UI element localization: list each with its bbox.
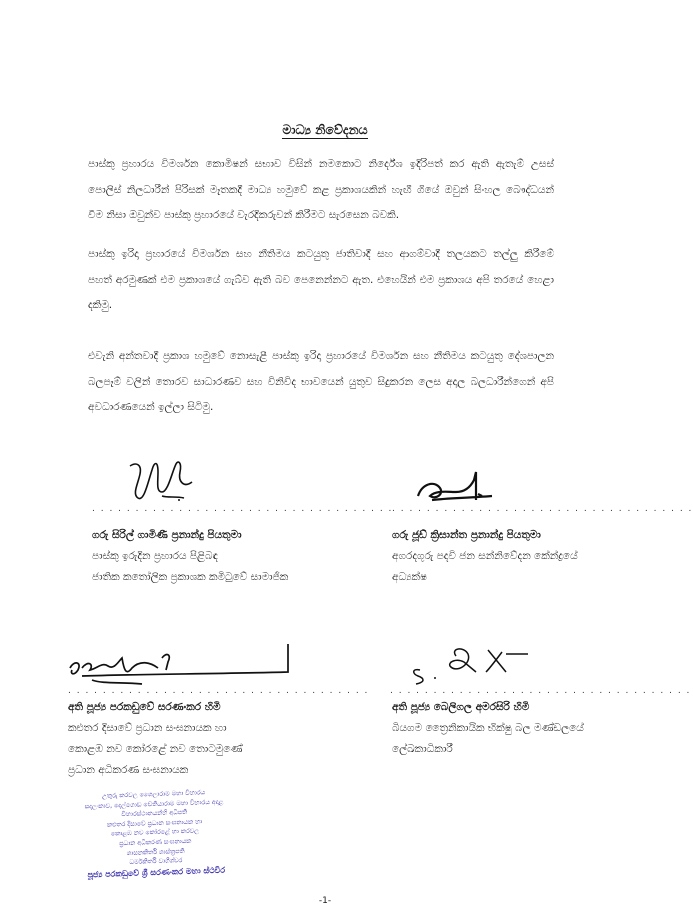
stamp-line: උතුරු කරවල ශෛලාරාම මහා විහාරය (102, 789, 206, 800)
paragraph-3: එවැනි අන්තවාදී ප්‍රකාශ හමුවේ නොසැළී පාස්කු ඉරිදා ප්‍රහාරයේ විමර්ශන සහ නීතිමය කටයුතු දේශපාලන බලපෑම් වලින් තොරව සාධාරණව සහ විනිවිද භාවයෙන් යුතුව සිදුකරන ලෙස අදාල බලධාරීන්ගෙන් අපි අවධාරණයෙන් ඉල්ලා සිටිමු. (88, 350, 554, 413)
stamp-line: කොළඹ නව කෝරළේ හා කරවල (110, 827, 200, 838)
stamp-line: ධර්මකීර්ති වාගීශ්වර (129, 857, 183, 867)
page-number: -1- (318, 896, 332, 906)
signatory-role: බියගම ත්‍රෛනිකායික භික්ෂු බල මණ්ඩලයේ (392, 722, 584, 734)
signatory-role: කොළඹ නව කෝරළේ නව තොටමුණේ (68, 743, 243, 755)
signatory-role: ජාතික කතෝලික ප්‍රකාශක කමිටුවේ සාමාජික (92, 571, 289, 583)
signatory-name: අති පූජ්‍ය බෙලිගල අමරසිරි හිමි (392, 701, 530, 713)
stamp-line: ශාසනකීර්ති ශාස්ත්‍රපති (126, 847, 185, 857)
signature-line-1: . . . . . . . . . . . . . . . . . . . . . . . . . . . . . . . . . . . (92, 504, 393, 514)
signatory-role: අධ්‍යක්ෂ (392, 571, 428, 583)
page-title: මාධ්‍ය නිවේදනය (282, 122, 368, 137)
signatory-role: ලේඛකාධිකාරී (392, 743, 453, 755)
signatory-name: ගරු සිරිල් ගාමිණී ප්‍රනාන්දු පියතුමා (92, 529, 242, 541)
signature-line-3: . . . . . . . . . . . . . . . . . . . . . . . . . . . . . . . . . . . (68, 686, 369, 696)
stamp-line: විහාරස්ථානයන්හි අධිපති (121, 809, 188, 819)
signatory-1 (92, 525, 288, 588)
stamp-name: පූජ්‍ය පරකඩුවේ ශ්‍රී සරණංකර මහා ස්ථවිර (87, 865, 226, 880)
stamp-line: කළුතර දිසාවේ ප්‍රධාන සංඝනායක හා (106, 818, 203, 829)
signatory-role: අගරදගුරු පදවි ජන සන්නිවේදන කේන්ද්‍රයේ (392, 550, 578, 562)
official-stamp (44, 786, 267, 881)
signature-line-4: . . . . . . . . . . . . . . . . . . . . . . . . . . . . . . . . . . . (390, 686, 691, 696)
signatory-name: අති පූජ්‍ය පරකඩුවේ සරණංකර හිමි (68, 701, 221, 713)
signatory-3 (68, 697, 242, 781)
signature-4 (402, 644, 542, 688)
paragraph-2: පාස්කු ඉරිදා ප්‍රහාරයේ විමර්ශන සහ නීතිමය කටයුතු ජාතිවාදී සහ ආගම්වාදී තලයකට තල්ලු කිරීමේ පහත් අරමුණක් එම ප්‍රකාශයේ ගැබ්ව ඇති බව පෙනෙන්නට ඇත. එහෙයින් එම ප්‍රකාශය අපි තරයේ හෙළා දකිමු. (88, 248, 554, 311)
stamp-line: සදලංකාව, දෙල්ගොඩ චේතියාරාම මහා විහාරය අදාළ (84, 798, 224, 811)
signatory-role: කළුතර දිසාවේ ප්‍රධාන සංඝනායක හා (68, 722, 227, 734)
signatory-2 (392, 525, 578, 588)
signatory-role: පාස්කු ඉරුදින ප්‍රහාරය පිළිබඳ (92, 550, 218, 562)
signature-1 (118, 452, 208, 510)
signatory-name: ගරු ජූඩ් ක්‍රිසාන්ත ප්‍රනාන්දු පියතුමා (392, 529, 541, 541)
paragraph-1: පාස්කු ප්‍රහාරය විමර්ශන කොමිෂන් සභාව විසින් නමකොට නිර්දේශ ඉදිරිපත් කර ඇති ඇතැම් උසස් පොලිස් නිලධාරීන් පිරිසක් මෑතකදී මාධ්‍ය හමුවේ කළ ප්‍රකාශයකින් හැඟී ගියේ ඔවුන් සිංහල බෞද්ධයන් වීම නිසා ඔවුන්ව පාස්කු ප්‍රහාරයේ වැරදිකරුවන් කිරීමට සැරසෙන බවකි. (88, 158, 554, 221)
stamp-line: ප්‍රධාන අධිකරණ සංඝනායක (119, 837, 192, 848)
signatory-role: ප්‍රධාන අධිකරණ සංඝනායක (68, 764, 189, 776)
signature-3 (62, 640, 332, 692)
signature-line-2: . . . . . . . . . . . . . . . . . . . . . . . . . . . . . . . . . . . (392, 504, 693, 514)
signatory-4 (392, 697, 584, 760)
